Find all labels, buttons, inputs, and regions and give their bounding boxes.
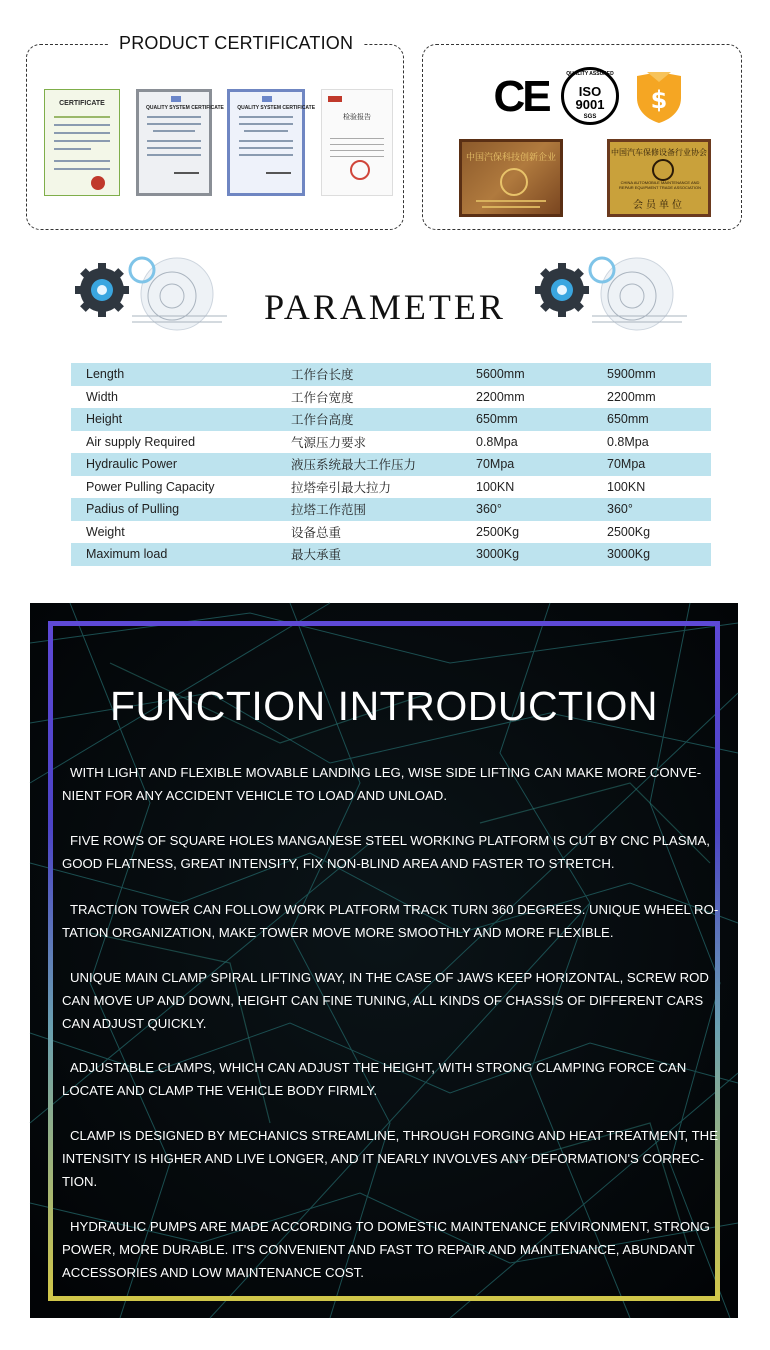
param-label: Height — [71, 408, 291, 431]
table-row — [71, 476, 711, 499]
param-value-a: 100KN — [476, 479, 515, 494]
innovation-enterprise-plaque — [459, 139, 563, 217]
red-stamp-icon — [350, 160, 370, 180]
plaque-emblem-icon — [652, 159, 674, 181]
function-introduction-panel — [30, 603, 738, 1318]
inspection-report-image — [321, 89, 393, 196]
param-label-cn: 工作台高度 — [291, 408, 476, 431]
function-paragraph: WITH LIGHT AND FLEXIBLE MOVABLE LANDING LEG, WISE SIDE LIFTING CAN MAKE MORE CONVE-NIENT FOR ANY ACCIDENT VEHICLE TO LOAD AND UNLOAD. — [62, 765, 702, 803]
function-paragraph: CLAMP IS DESIGNED BY MECHANICS STREAMLINE, THROUGH FORGING AND HEAT TREATMENT, THE INTENSITY IS HIGHER AND LIVE LONGER, AND IT NEARLY INVOLVES ANY DEFORMATION'S CORREC-TION. — [62, 1128, 718, 1189]
param-label-cn: 设备总重 — [291, 525, 342, 540]
param-label: Width — [86, 389, 118, 404]
param-label-cn: 气源压力要求 — [291, 435, 367, 450]
param-value-a: 2200mm — [476, 389, 525, 404]
red-seal-icon — [91, 176, 105, 190]
param-label: Padius of Pulling — [71, 498, 291, 521]
param-value-b: 650mm — [607, 408, 711, 431]
ce-mark-text: CE — [493, 72, 549, 121]
function-paragraph: HYDRAULIC PUMPS ARE MADE ACCORDING TO DOMESTIC MAINTENANCE ENVIRONMENT, STRONG POWER, MORE DURABLE. IT'S CONVENIENT AND FAST TO REPAIR AND MAINTENANCE, ABUNDANT ACCESSORIES AND LOW MAINTENANCE COST. — [62, 1219, 710, 1280]
quality-certificate-1-heading: QUALITY SYSTEM CERTIFICATE — [146, 105, 224, 111]
param-value-a: 0.8Mpa — [476, 434, 518, 449]
function-paragraph: ADJUSTABLE CLAMPS, WHICH CAN ADJUST THE HEIGHT, WITH STRONG CLAMPING FORCE CAN LOCATE AND CLAMP THE VEHICLE BODY FIRMLY. — [62, 1060, 687, 1098]
table-row — [71, 408, 711, 431]
param-label-cn: 工作台宽度 — [291, 390, 354, 405]
param-value-b: 3000Kg — [607, 543, 711, 566]
function-paragraph: TRACTION TOWER CAN FOLLOW WORK PLATFORM TRACK TURN 360 DEGREES. UNIQUE WHEEL RO-TATION ORGANIZATION, MAKE TOWER MOVE MORE SMOOTHLY AND MORE FLEXIBLE. — [62, 902, 719, 940]
sgs-text: SGS — [583, 114, 597, 120]
table-row — [71, 431, 711, 454]
function-paragraph: FIVE ROWS OF SQUARE HOLES MANGANESE STEEL WORKING PLATFORM IS CUT BY CNC PLASMA, GOOD FLATNESS, GREAT INTENSITY, FIX NON-BLIND AREA AND FASTER TO STRETCH. — [62, 833, 710, 871]
plaque-2-subtitle: CHINA AUTOMOBILE MAINTENANCE AND REPAIR EQUIPMENT TRADE ASSOCIATION — [619, 180, 701, 190]
plaque-2-footer: 会员单位 — [633, 200, 685, 211]
param-label: Length — [71, 363, 291, 386]
param-value-b: 70Mpa — [607, 453, 711, 476]
param-value-b: 2200mm — [607, 389, 656, 404]
inspection-report-heading: 检验报告 — [343, 114, 371, 121]
param-value-b: 360° — [607, 498, 711, 521]
table-row — [71, 363, 711, 386]
cert-logo-icon — [171, 96, 181, 102]
svg-text:$: $ — [650, 86, 668, 114]
table-row — [71, 453, 711, 476]
iso-9001-seal-icon — [561, 67, 619, 125]
table-row — [71, 498, 711, 521]
param-label-cn: 拉塔工作范围 — [291, 498, 476, 521]
iso-seal-ring-text: QUALITY ASSURED — [566, 71, 614, 77]
report-logo-icon — [328, 96, 342, 102]
plaque-2-title: 中国汽车保修设备行业协会 — [611, 148, 707, 157]
param-value-a: 3000Kg — [476, 543, 607, 566]
function-title: FUNCTION INTRODUCTION — [109, 683, 658, 729]
iso-number-text: 9001 — [575, 97, 605, 112]
parameter-title: PARAMETER — [264, 287, 506, 327]
function-paragraph: UNIQUE MAIN CLAMP SPIRAL LIFTING WAY, IN THE CASE OF JAWS KEEP HORIZONTAL, SCREW ROD CAN MOVE UP AND DOWN, HEIGHT CAN FINE TUNING, ALL KINDS OF CHASSIS OF DIFFERENT CARS CAN ADJUST QUICKLY. — [62, 970, 709, 1031]
param-label: Weight — [86, 524, 125, 539]
trade-association-plaque — [607, 139, 711, 217]
param-label: Maximum load — [71, 543, 291, 566]
param-value-a: 2500Kg — [476, 524, 520, 539]
param-value-a: 650mm — [476, 408, 607, 431]
orange-shield-icon — [631, 69, 687, 125]
certification-title: PRODUCT CERTIFICATION — [109, 33, 363, 54]
quality-certificate-2-heading: QUALITY SYSTEM CERTIFICATE — [237, 105, 316, 111]
table-row — [71, 386, 711, 409]
cert-logo-icon — [262, 96, 272, 102]
param-value-a: 5600mm — [476, 363, 607, 386]
param-value-b: 2500Kg — [607, 524, 651, 539]
param-label: Air supply Required — [86, 434, 196, 449]
table-row — [71, 543, 711, 566]
param-value-a: 360° — [476, 498, 607, 521]
param-label-cn: 液压系统最大工作压力 — [291, 453, 476, 476]
ce-mark-icon — [493, 69, 549, 125]
param-value-b: 5900mm — [607, 363, 711, 386]
quality-certificate-1-image — [136, 89, 224, 196]
param-label: Hydraulic Power — [71, 453, 291, 476]
certification-marks-panel — [422, 44, 742, 230]
ce-certificate-heading: CERTIFICATE — [59, 100, 105, 107]
plaque-emblem-icon — [500, 168, 528, 196]
table-row — [71, 521, 711, 544]
quality-certificate-2-image — [227, 89, 316, 196]
ce-certificate-image — [44, 89, 120, 196]
param-value-b: 100KN — [607, 479, 646, 494]
param-label-cn: 拉塔牵引最大拉力 — [291, 480, 392, 495]
param-value-b: 0.8Mpa — [607, 434, 649, 449]
param-label-cn: 最大承重 — [291, 543, 476, 566]
parameter-table — [71, 363, 711, 566]
param-label-cn: 工作台长度 — [291, 363, 476, 386]
param-label: Power Pulling Capacity — [86, 479, 215, 494]
iso-text: ISO — [578, 84, 602, 99]
plaque-1-title: 中国汽保科技创新企业 — [465, 152, 556, 162]
product-certification-panel — [26, 33, 404, 230]
param-value-a: 70Mpa — [476, 453, 607, 476]
